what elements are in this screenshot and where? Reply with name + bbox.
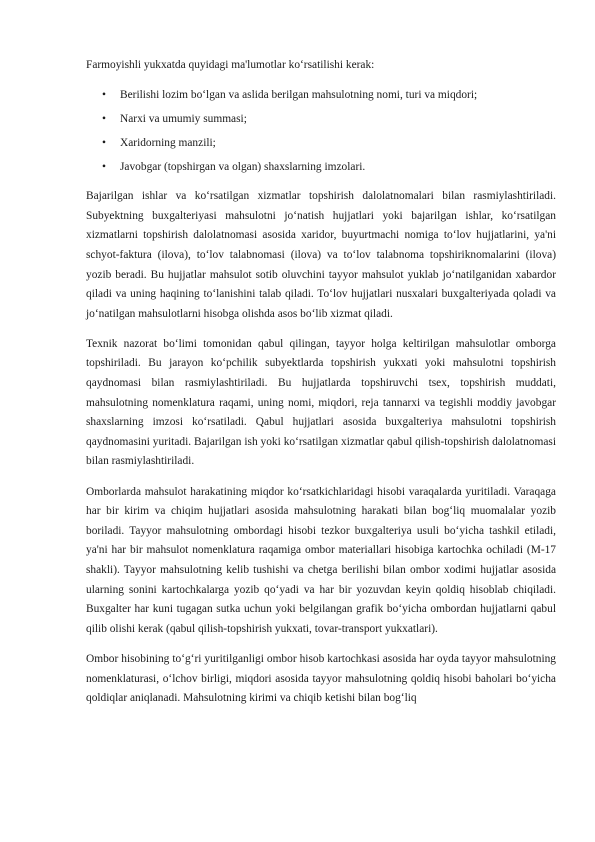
- requirements-list: [86, 86, 556, 178]
- intro-text: Farmoyishli yukxatda quyidagi ma'lumotlar ko‘rsatilishi kerak:: [86, 59, 375, 71]
- bullet-marker: •: [102, 112, 106, 125]
- list-item: [86, 86, 556, 106]
- bullet-marker: •: [102, 88, 106, 101]
- document-page: [86, 56, 556, 719]
- list-item-text: Xaridorning manzili;: [120, 136, 216, 149]
- paragraph-technical-control: Texnik nazorat bo‘limi tomonidan qabul qilingan, tayyor holga keltirilgan mahsulotlar omborga topshiriladi. Bu jarayon ko‘pchilik subyektlarda topshirish yukxati yoki mahsulotni topshirish qaydnomasi bilan rasmiylashtiriladi. Bu hujjatlarda topshiruvchi tsex, topshirish muddati, mahsulotning nomenklatura raqami, uning nomi, miqdori, reja tannarxi va tegishli moddiy javobgar shaxslarning imzosi ko‘rsatiladi. Qabul hujjatlari asosida buxgalteriya mahsulotni topshirish qaydnomasini yuritadi. Bajarilgan ish yoki ko‘rsatilgan xizmatlar qabul qilish-topshirish dalolatnomasi bilan rasmiylashtiriladi.: [86, 337, 556, 468]
- paragraph-payment-documents: Bajarilgan ishlar va ko‘rsatilgan xizmatlar topshirish dalolatnomalari bilan rasmiylashtiriladi. Subyektning buxgalteriyasi mahsulotni jo‘natish hujjatlari yoki bajarilgan ishlar, ko‘rsatilgan xizmatlarni topshirish dalolatnomasi asosida xaridor, buyurtmachi nomiga to‘lov hujjatlarini, ya'ni schyot-faktura (ilova), to‘lov talabnomasi (ilova) va to‘lov talabnoma topshiriknomalarini (ilova) yozib beradi. Bu hujjatlar mahsulot sotib oluvchini tayyor mahsulot yuklab jo‘natilganidan xabardor qiladi va uning haqining to‘lanishini talab qiladi. To‘lov hujjatlari nusxalari buxgalteriyada qoladi va jo‘natilgan mahsulotlarni hisobga olishda asos bo‘lib xizmat qiladi.: [86, 190, 556, 320]
- list-item-text: Javobgar (topshirgan va olgan) shaxslarning imzolari.: [120, 160, 366, 173]
- paragraph-warehouse-accounting: Omborlarda mahsulot harakatining miqdor ko‘rsatkichlaridagi hisobi varaqalarda yuritiladi. Varaqaga har bir kirim va chiqim hujjatlari asosida mahsulotning harakati bilan bog‘liq muomalalar yozib boriladi. Tayyor mahsulotning ombordagi hisobi tezkor buxgalteriya usuli bo‘yicha tashkil etiladi, ya'ni har bir mahsulot nomenklatura raqamiga ombor materiallari hisobiga kartochka ochiladi (M-17 shakli). Tayyor mahsulotning kelib tushishi va chetga berilishi bilan ombor xodimi hujjatlar asosida ularning sonini kartochkalarga yozib qo‘yadi va har bir yozuvdan keyin qoldiq hisoblab chiqiladi. Buxgalter har kuni tugagan sutka uchun yoki belgilangan grafik bo‘yicha ombordan hujjatlarni qabul qilib olishi kerak (qabul qilish-topshirish yukxati, tovar-transport yukxatlari).: [86, 485, 556, 635]
- paragraph-warehouse-check: Ombor hisobining to‘g‘ri yuritilganligi ombor hisob kartochkasi asosida har oyda tayyor mahsulotning nomenklaturasi, o‘lchov birligi, miqdori asosida tayyor mahsulotning qoldiq hisobi baholari bo‘yicha qoldiqlar aniqlanadi. Mahsulotning kirimi va chiqib ketishi bilan bog‘liq: [86, 652, 556, 705]
- list-item: [86, 158, 556, 178]
- list-item-text: Berilishi lozim bo‘lgan va aslida berilgan mahsulotning nomi, turi va miqdori;: [120, 88, 478, 101]
- list-item-text: Narxi va umumiy summasi;: [120, 112, 247, 125]
- list-item: [86, 134, 556, 154]
- bullet-marker: •: [102, 160, 106, 173]
- list-item: [86, 110, 556, 130]
- bullet-marker: •: [102, 136, 106, 149]
